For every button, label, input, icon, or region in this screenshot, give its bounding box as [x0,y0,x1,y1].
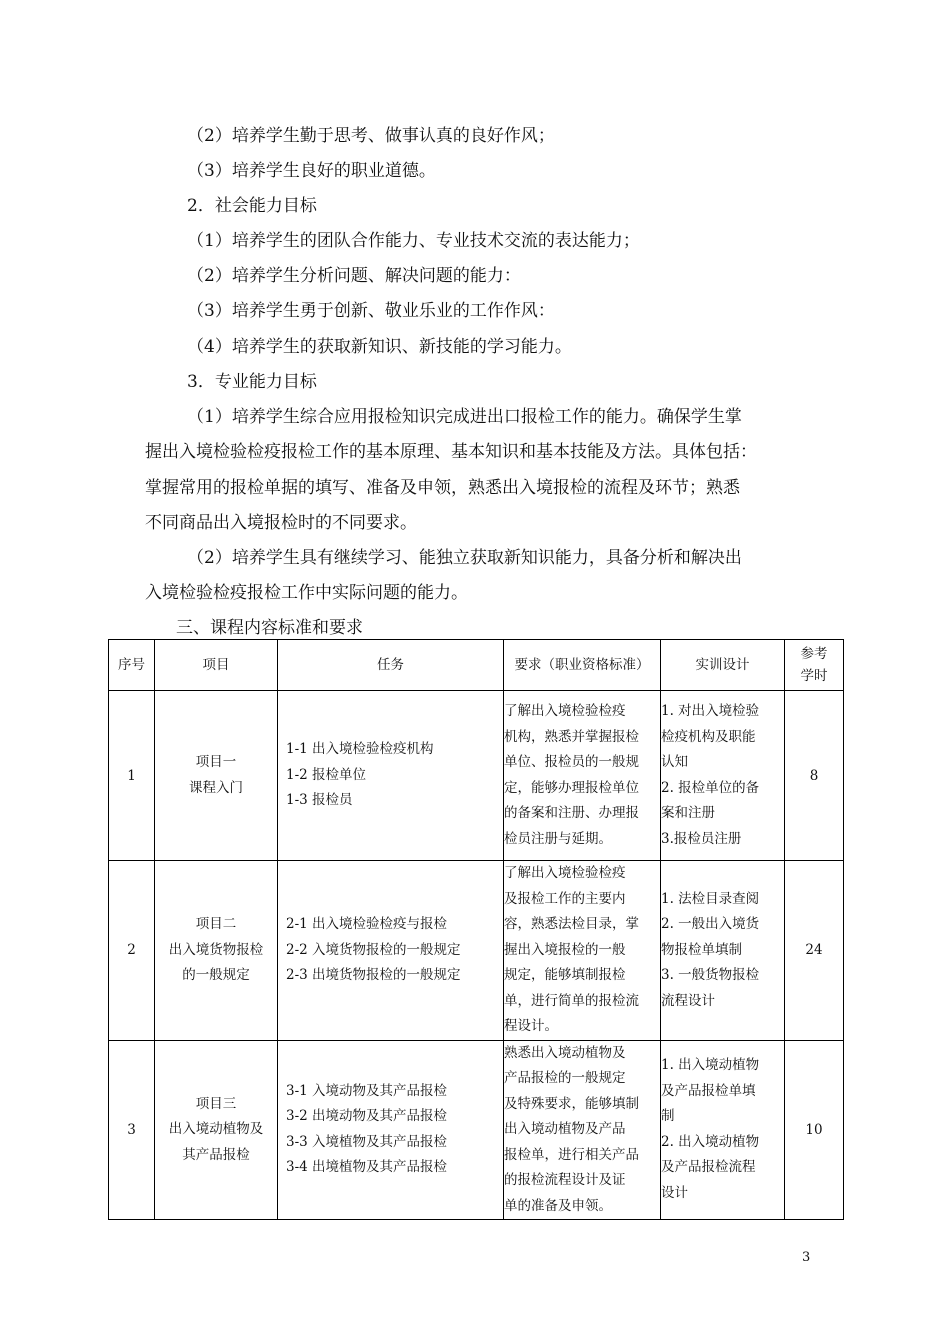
paragraph-professional-1-line4: 不同商品出入境报检时的不同要求。 [145,513,417,533]
row-training [661,861,785,1041]
task-item: 2-2 入境货物报检的一般规定 [286,941,461,958]
row-project [155,691,278,861]
project-line: 项目一 [195,754,237,770]
requirement-line: 出入境动植物及产品 [504,1121,626,1137]
paragraph-social-2: （2）培养学生分析问题、解决问题的能力： [187,266,521,286]
row-no: 3 [109,1040,155,1220]
task-item: 1-2 报检单位 [286,766,367,783]
training-line: 2. 出入境动植物 [661,1133,760,1150]
row-hours: 10 [785,1040,844,1220]
requirement-line: 及特殊要求，能够填制 [504,1095,639,1112]
row-hours: 24 [785,861,844,1041]
project-line: 课程入门 [189,779,243,796]
row-requirement [504,691,661,861]
row-training [661,1040,785,1220]
header-project: 项目 [155,640,278,691]
training-line: 3. 一般货物报检 [661,967,760,983]
paragraph-professional-1-line3: 掌握常用的报检单据的填写、准备及申领，熟悉出入境报检的流程及环节；熟悉 [145,478,740,498]
training-line: 流程设计 [661,992,715,1009]
paragraph-objective-3: （3）培养学生良好的职业道德。 [187,161,436,181]
requirement-line: 握出入境报检的一般 [504,941,626,958]
paragraph-professional-2-line2: 入境检验检疫报检工作中实际问题的能力。 [145,583,468,603]
requirement-line: 定，能够办理报检单位 [504,779,639,796]
row-project [155,1040,278,1220]
section-title: 三、课程内容标准和要求 [176,618,363,638]
heading-social-ability: 2．社会能力目标 [187,196,317,216]
training-line: 案和注册 [661,805,715,821]
course-content-table [108,639,844,1220]
training-line: 3.报检员注册 [661,830,742,847]
requirement-line: 单位、报检员的一般规 [504,754,639,770]
row-tasks [278,1040,504,1220]
requirement-line: 熟悉出入境动植物及 [504,1044,626,1061]
paragraph-professional-1-line2: 握出入境检验检疫报检工作的基本原理、基本知识和基本技能及方法。具体包括： [145,442,757,462]
requirement-line: 容，熟悉法检目录，掌 [504,916,639,932]
paragraph-social-3: （3）培养学生勇于创新、敬业乐业的工作作风： [187,301,555,321]
paragraph-objective-2: （2）培养学生勤于思考、做事认真的良好作风； [187,126,555,146]
header-task: 任务 [278,640,504,691]
requirement-line: 了解出入境检验检疫 [504,865,626,881]
header-hours [785,640,844,691]
paragraph-social-1: （1）培养学生的团队合作能力、专业技术交流的表达能力； [187,231,640,251]
table-row [109,1040,844,1220]
row-requirement [504,1040,661,1220]
header-requirement: 要求（职业资格标准） [504,640,661,691]
training-line: 检疫机构及职能 [661,728,756,745]
training-line: 1. 对出入境检验 [661,703,760,719]
paragraph-professional-2-line1: （2）培养学生具有继续学习、能独立获取新知识能力，具备分析和解决出 [187,548,742,568]
requirement-line: 单的准备及申领。 [504,1197,612,1214]
requirement-line: 规定，能够填制报检 [504,967,626,983]
requirement-line: 单，进行简单的报检流 [504,992,639,1009]
row-project [155,861,278,1041]
header-no: 序号 [109,640,155,691]
row-no: 2 [109,861,155,1041]
requirement-line: 报检单，进行相关产品 [504,1146,639,1163]
project-line: 的一般规定 [182,967,250,983]
requirement-line: 机构，熟悉并掌握报检 [504,728,639,745]
task-item: 3-1 入境动物及其产品报检 [286,1082,448,1099]
page-number: 3 [802,1250,811,1265]
training-line: 2. 一般出入境货 [661,916,760,932]
header-hours-line2: 学时 [800,668,828,684]
project-line: 项目三 [195,1095,237,1112]
training-line: 设计 [661,1184,688,1201]
requirement-line: 的备案和注册、办理报 [504,805,639,821]
task-item: 1-1 出入境检验检疫机构 [286,741,434,758]
row-tasks [278,861,504,1041]
paragraph-professional-1-line1: （1）培养学生综合应用报检知识完成进出口报检工作的能力。确保学生掌 [187,407,742,427]
task-item: 3-2 出境动物及其产品报检 [286,1108,448,1125]
project-line: 出入境货物报检 [168,941,264,958]
project-line: 其产品报检 [182,1146,250,1163]
training-line: 物报检单填制 [661,941,742,958]
row-tasks [278,691,504,861]
requirement-line: 程设计。 [504,1018,558,1034]
task-item: 3-3 入境植物及其产品报检 [286,1133,448,1150]
row-requirement [504,861,661,1041]
training-line: 1. 出入境动植物 [661,1057,760,1074]
training-line: 及产品报检流程 [661,1159,756,1176]
requirement-line: 检员注册与延期。 [504,830,612,847]
training-line: 2. 报检单位的备 [661,779,760,796]
row-no: 1 [109,691,155,861]
requirement-line: 产品报检的一般规定 [504,1070,626,1086]
task-item: 1-3 报检员 [286,792,353,809]
table-row [109,691,844,861]
paragraph-social-4: （4）培养学生的获取新知识、新技能的学习能力。 [187,337,572,357]
requirement-line: 的报检流程设计及证 [504,1172,626,1188]
row-training [661,691,785,861]
header-training: 实训设计 [661,640,785,691]
task-item: 2-3 出境货物报检的一般规定 [286,967,461,983]
row-hours: 8 [785,691,844,861]
training-line: 认知 [661,754,688,770]
training-line: 制 [661,1108,675,1125]
heading-professional-ability: 3．专业能力目标 [187,372,317,392]
training-line: 1. 法检目录查阅 [661,890,760,907]
header-hours-line1: 参考 [800,646,828,662]
task-item: 2-1 出入境检验检疫与报检 [286,916,448,932]
project-line: 项目二 [195,916,237,932]
table-header-row [109,640,844,691]
training-line: 及产品报检单填 [661,1082,756,1099]
table-row [109,861,844,1041]
project-line: 出入境动植物及 [168,1121,264,1137]
task-item: 3-4 出境植物及其产品报检 [286,1159,448,1176]
requirement-line: 及报检工作的主要内 [504,890,626,907]
requirement-line: 了解出入境检验检疫 [504,703,626,719]
